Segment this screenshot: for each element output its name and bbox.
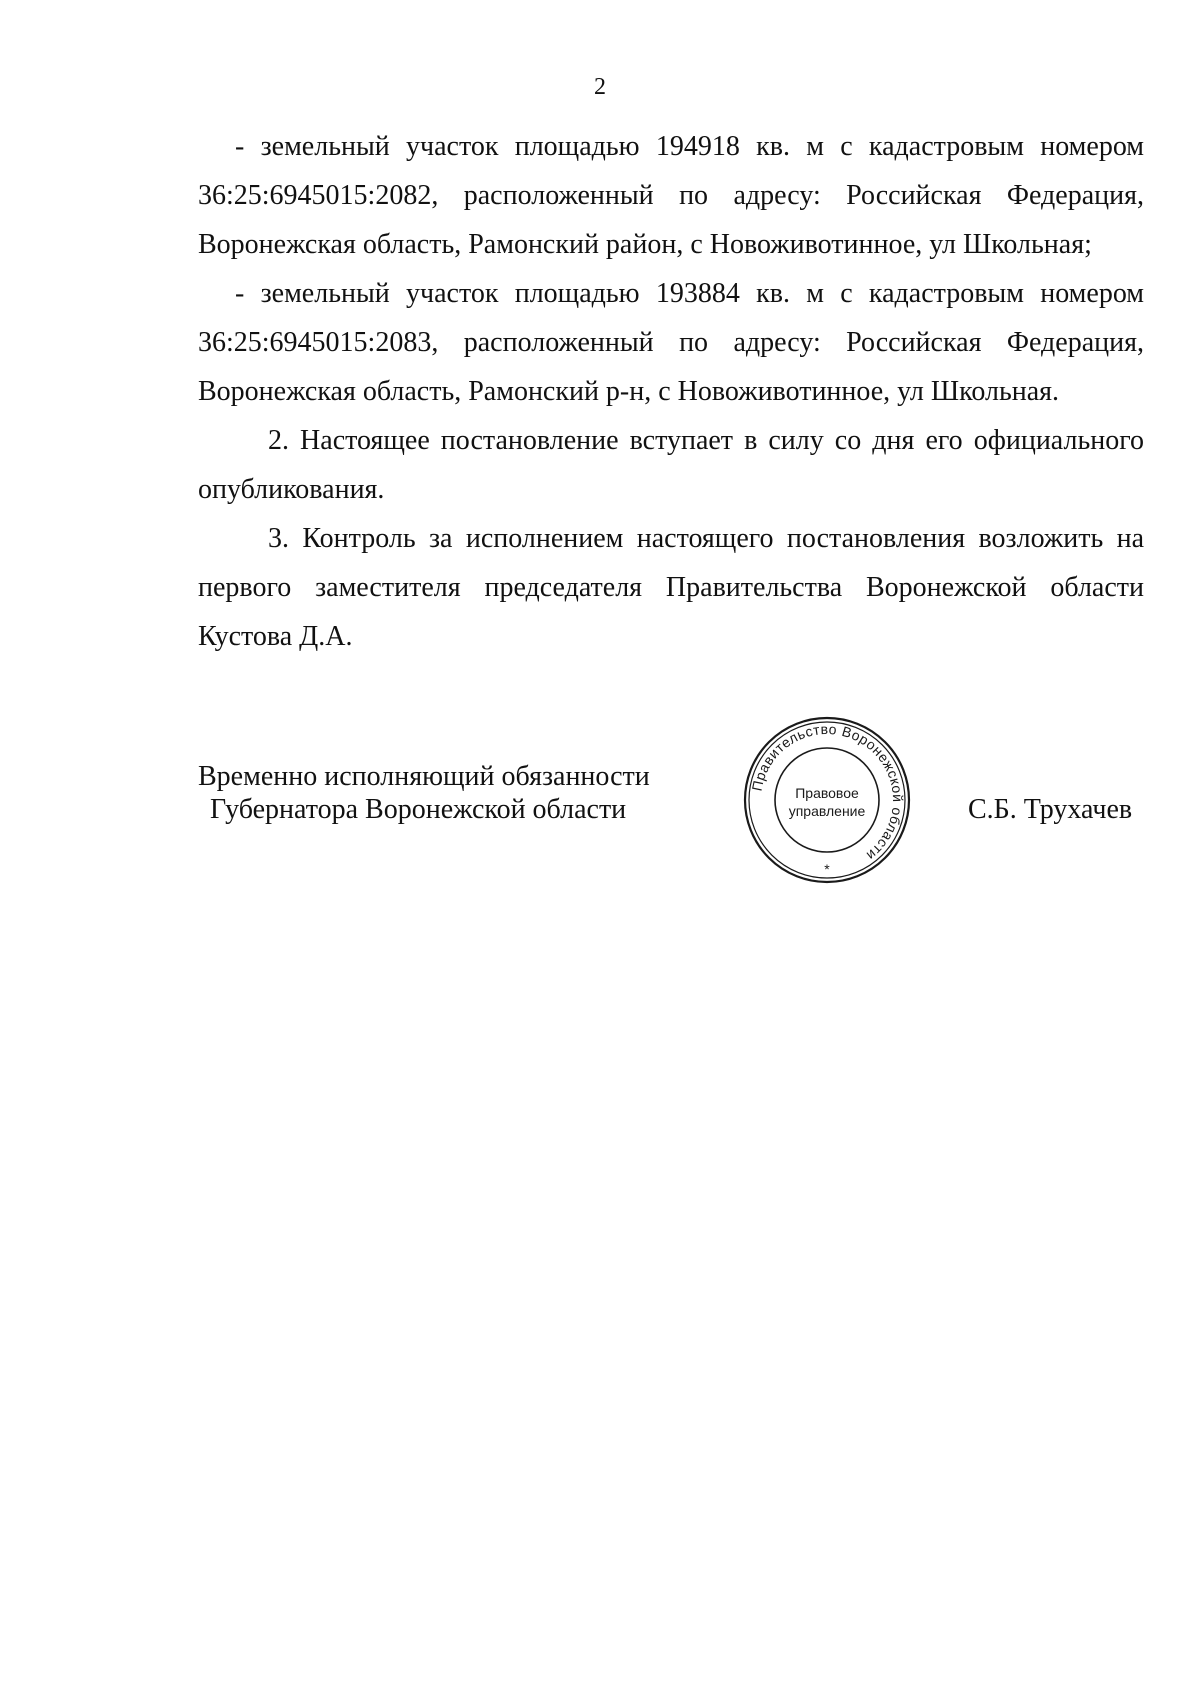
official-stamp [742, 714, 912, 886]
paragraph-effective-date: 2. Настоящее постановление вступает в силу со дня его официального опубликования. [198, 425, 1144, 505]
signatory-name: С.Б. Трухачев [968, 794, 1133, 825]
stamp-inner-line-2: управление [788, 803, 866, 819]
document-body [198, 122, 1144, 661]
stamp-outer-text: Правительство Воронежской области [748, 720, 907, 865]
paragraph-land-plot-1: - земельный участок площадью 194918 кв. м с кадастровым номером 36:25:6945015:2082, расположенный по адресу: Российская Федерация, Воронежская область, Рамонский район, с Новоживотинное, ул Школьная; [198, 131, 1144, 260]
stamp-inner-line-1: Правовое [795, 785, 859, 801]
stamp-seal-icon [742, 714, 912, 886]
signatory-position-line-2: Губернатора Воронежской области [210, 794, 627, 825]
signatory-position [198, 760, 650, 826]
page-number: 2 [594, 74, 606, 100]
paragraph-control: 3. Контроль за исполнением настоящего постановления возложить на первого заместителя председателя Правительства Воронежской области Кустова Д.А. [198, 523, 1144, 652]
stamp-star: * [824, 861, 830, 877]
signatory-position-line-1: Временно исполняющий обязанности [198, 761, 650, 792]
paragraph-land-plot-2: - земельный участок площадью 193884 кв. м с кадастровым номером 36:25:6945015:2083, расположенный по адресу: Российская Федерация, Воронежская область, Рамонский р-н, с Новоживотинное, ул Школьная. [198, 278, 1144, 407]
